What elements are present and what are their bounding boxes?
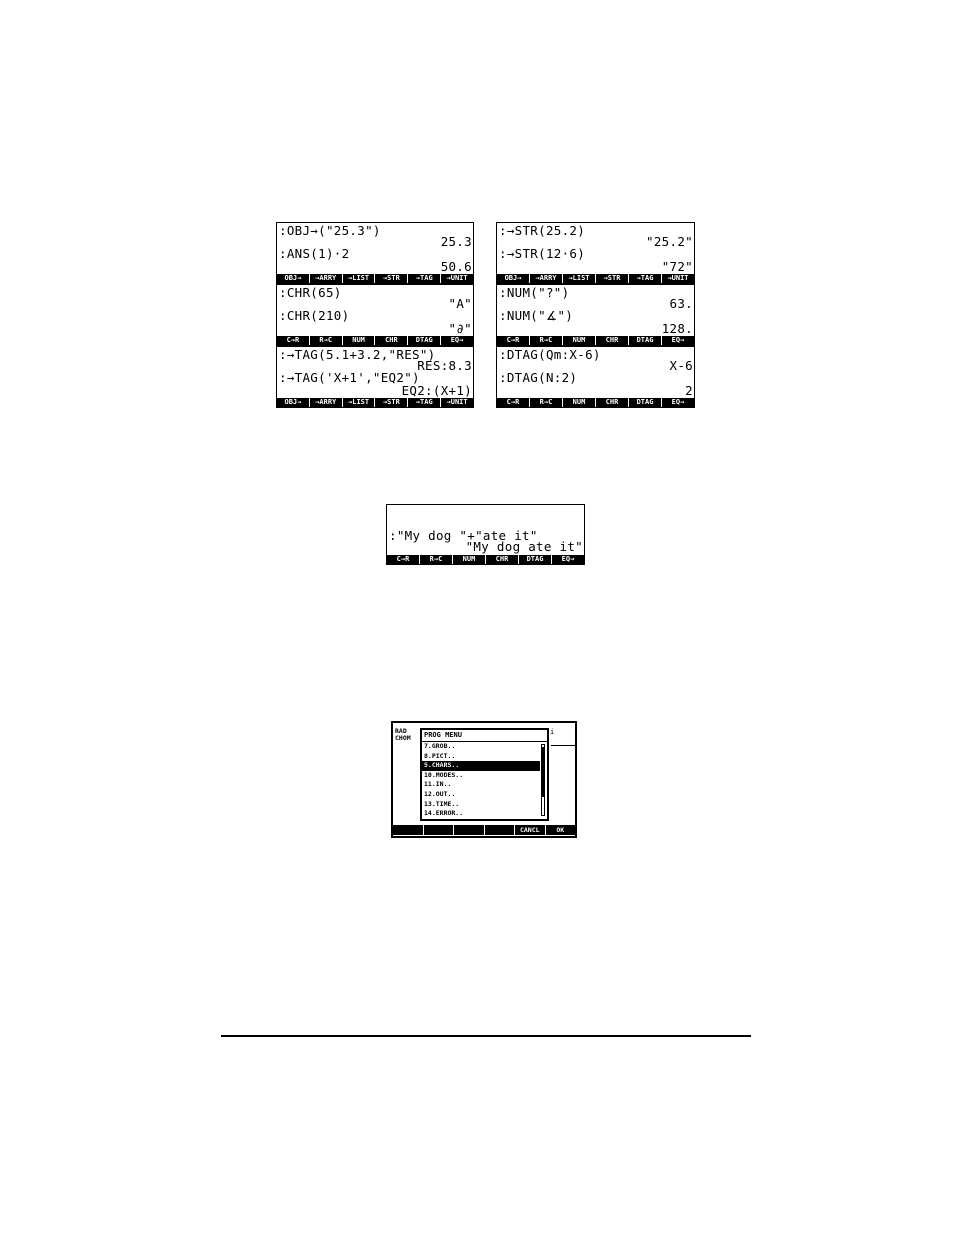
- calc-screen-prog-menu: [391, 721, 577, 838]
- softkey-arry[interactable]: →ARRY: [310, 274, 343, 283]
- menu-item-grob[interactable]: 7.GROB..: [424, 742, 456, 750]
- command-line: :→TAG('X+1',"EQ2"): [279, 370, 420, 385]
- command-line: :CHR(65): [279, 285, 342, 300]
- softkey-r-to-c[interactable]: R→C: [310, 336, 343, 345]
- softkey-bar: [387, 555, 584, 564]
- softkey-dtag[interactable]: DTAG: [629, 398, 662, 407]
- softkey-arry[interactable]: →ARRY: [530, 274, 563, 283]
- softkey-dtag[interactable]: DTAG: [629, 336, 662, 345]
- softkey-eq[interactable]: EQ→: [561, 555, 575, 563]
- footer-rule: [221, 1035, 751, 1037]
- softkey-blank[interactable]: [454, 825, 485, 835]
- softkey-blank[interactable]: [485, 825, 516, 835]
- result-line: X-6: [669, 358, 693, 373]
- softkey-bar: [497, 274, 694, 283]
- softkey-unit[interactable]: →UNIT: [667, 274, 689, 282]
- command-line: :NUM("?"): [499, 285, 570, 300]
- result-line: 25.3: [440, 234, 472, 249]
- menu-title: PROG MENU: [422, 730, 547, 742]
- softkey-tag[interactable]: →TAG: [629, 274, 662, 283]
- softkey-unit[interactable]: →UNIT: [446, 398, 468, 406]
- softkey-blank[interactable]: [393, 825, 424, 835]
- softkey-num[interactable]: NUM: [563, 336, 596, 345]
- softkey-eq[interactable]: EQ→: [450, 336, 464, 344]
- softkey-bar: [497, 398, 694, 407]
- softkey-r-to-c[interactable]: R→C: [530, 398, 563, 407]
- softkey-c-to-r[interactable]: C→R: [497, 336, 530, 345]
- softkey-bar: [277, 274, 473, 283]
- result-line: 63.: [669, 296, 693, 311]
- menu-item-time[interactable]: 13.TIME..: [424, 799, 460, 808]
- softkey-eq[interactable]: EQ→: [671, 336, 685, 344]
- menu-item-chars[interactable]: 5.CHARS..: [422, 761, 540, 771]
- softkey-tag[interactable]: →TAG: [408, 398, 441, 407]
- command-line: :→STR(25.2): [499, 223, 586, 238]
- softkey-eq[interactable]: EQ→: [671, 398, 685, 406]
- softkey-obj[interactable]: OBJ→: [497, 274, 530, 283]
- menu-item-out[interactable]: 12.OUT..: [424, 789, 456, 798]
- command-line: :→TAG(5.1+3.2,"RES"): [279, 347, 436, 362]
- softkey-str[interactable]: →STR: [596, 274, 629, 283]
- softkey-ok[interactable]: OK: [556, 826, 565, 834]
- softkey-list[interactable]: →LIST: [563, 274, 596, 283]
- calc-screen-obj-to: [276, 222, 474, 284]
- softkey-dtag[interactable]: DTAG: [519, 555, 552, 564]
- command-line: :CHR(210): [279, 308, 350, 323]
- calc-screen-to-tag: [276, 346, 474, 408]
- scrollbar[interactable]: [541, 744, 545, 816]
- softkey-list[interactable]: →LIST: [343, 274, 376, 283]
- softkey-list[interactable]: →LIST: [343, 398, 376, 407]
- softkey-str[interactable]: →STR: [375, 274, 408, 283]
- command-line: :"My dog "+"ate it": [389, 528, 538, 543]
- result-line: "72": [661, 259, 693, 274]
- result-line: 2: [685, 383, 693, 398]
- softkey-r-to-c[interactable]: R→C: [530, 336, 563, 345]
- result-line: "My dog ate it": [465, 539, 583, 554]
- result-line: "A": [448, 296, 472, 311]
- softkey-c-to-r[interactable]: C→R: [277, 336, 310, 345]
- result-line: 50.6: [440, 259, 472, 274]
- result-line: "25.2": [646, 234, 693, 249]
- menu-item-error[interactable]: 14.ERROR..: [424, 809, 464, 818]
- result-line: 128.: [661, 321, 693, 336]
- menu-item-in[interactable]: 11.IN..: [424, 780, 452, 789]
- softkey-bar: [277, 398, 473, 407]
- calc-screen-dtag: [496, 346, 695, 408]
- command-line: :ANS(1)·2: [279, 246, 350, 261]
- softkey-bar: [393, 825, 575, 835]
- softkey-arry[interactable]: →ARRY: [310, 398, 343, 407]
- softkey-c-to-r[interactable]: C→R: [497, 398, 530, 407]
- softkey-unit[interactable]: →UNIT: [446, 274, 468, 282]
- calc-screen-chr: [276, 284, 474, 346]
- command-line: :→STR(12·6): [499, 246, 586, 261]
- prog-menu-list: [420, 728, 549, 821]
- softkey-chr[interactable]: CHR: [486, 555, 519, 564]
- softkey-chr[interactable]: CHR: [596, 336, 629, 345]
- softkey-r-to-c[interactable]: R→C: [420, 555, 453, 564]
- softkey-dtag[interactable]: DTAG: [408, 336, 441, 345]
- softkey-tag[interactable]: →TAG: [408, 274, 441, 283]
- softkey-str[interactable]: →STR: [375, 398, 408, 407]
- softkey-cancel[interactable]: CANCL: [515, 825, 546, 835]
- scrollbar-thumb[interactable]: [542, 747, 544, 797]
- softkey-obj[interactable]: OBJ→: [277, 398, 310, 407]
- menu-item-modes[interactable]: 10.MODES..: [424, 770, 464, 779]
- result-line: EQ2:(X+1): [401, 383, 472, 398]
- divider: [551, 745, 577, 746]
- softkey-num[interactable]: NUM: [343, 336, 376, 345]
- softkey-obj[interactable]: OBJ→: [277, 274, 310, 283]
- menu-item-pict[interactable]: 8.PICT..: [424, 751, 456, 760]
- result-line: "∂": [448, 321, 472, 336]
- result-line: RES:8.3: [417, 358, 472, 373]
- command-line: :DTAG(Qm:X-6): [499, 347, 601, 362]
- command-line: :DTAG(N:2): [499, 370, 578, 385]
- calc-screen-num: [496, 284, 695, 346]
- softkey-num[interactable]: NUM: [453, 555, 486, 564]
- command-line: :NUM("∡"): [499, 308, 574, 323]
- softkey-chr[interactable]: CHR: [375, 336, 408, 345]
- header-mark: i: [550, 728, 555, 736]
- status-indicator: RAD CHOM: [395, 727, 411, 742]
- command-line: :OBJ→("25.3"): [279, 223, 381, 238]
- softkey-chr[interactable]: CHR: [596, 398, 629, 407]
- softkey-c-to-r[interactable]: C→R: [387, 555, 420, 564]
- calc-screen-to-str: [496, 222, 695, 284]
- softkey-bar: [497, 336, 694, 345]
- softkey-bar: [277, 336, 473, 345]
- softkey-num[interactable]: NUM: [563, 398, 596, 407]
- calc-screen-string-concat: [386, 504, 585, 565]
- softkey-blank[interactable]: [424, 825, 455, 835]
